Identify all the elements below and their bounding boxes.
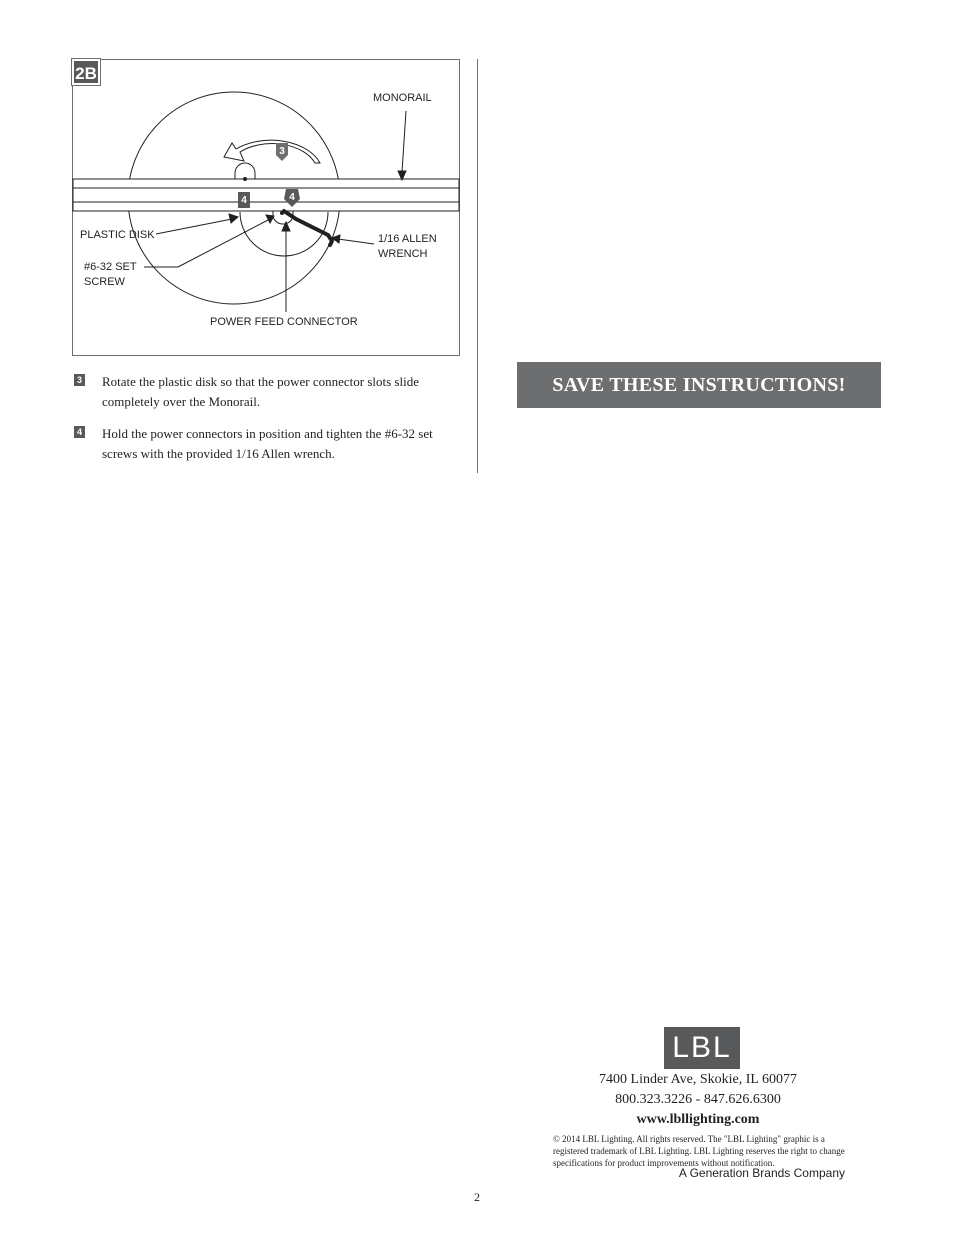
callout-3-label: 3	[279, 146, 285, 157]
power-feed-connector-label: POWER FEED CONNECTOR	[210, 316, 358, 328]
allen-wrench-label: 1/16 ALLEN WRENCH	[378, 233, 437, 260]
figure-tag: 2B	[72, 59, 100, 85]
phone-numbers: 800.323.3226 - 847.626.6300	[615, 1092, 781, 1107]
page-number: 2	[474, 1190, 480, 1204]
callout-3-icon	[276, 143, 288, 161]
company-tagline: A Generation Brands Company	[678, 1166, 845, 1180]
step-3-badge: 3	[74, 374, 85, 386]
plastic-disk-label: PLASTIC DISK	[80, 229, 155, 241]
rotation-arrow-icon	[224, 140, 320, 163]
monorail-label: MONORAIL	[373, 92, 432, 104]
step-4-text: Hold the power connectors in position and tighten the #6-32 set screws with the provided 1/16 Allen wrench.	[102, 426, 433, 461]
power-connector-top	[235, 163, 255, 179]
monorail-rail	[73, 179, 459, 211]
step-4	[74, 424, 464, 468]
callout-4-right-label: 4	[289, 192, 295, 203]
step-4-badge: 4	[74, 426, 85, 438]
step-3-text: Rotate the plastic disk so that the power connector slots slide completely over the Monorail.	[102, 374, 419, 409]
legal-notice: © 2014 LBL Lighting. All rights reserved. The "LBL Lighting" graphic is a registered trademark of LBL Lighting. LBL Lighting reserves the right to change specifications for product improvements without notification.	[553, 1134, 845, 1168]
address: 7400 Linder Ave, Skokie, IL 60077	[599, 1072, 797, 1087]
save-instructions-banner: SAVE THESE INSTRUCTIONS!	[517, 362, 881, 408]
column-divider	[477, 59, 478, 473]
lbl-logo: LBL	[664, 1027, 740, 1069]
callout-4-left-icon	[238, 192, 250, 208]
step-3	[74, 372, 464, 416]
set-screw-label: #6-32 SET SCREW	[84, 261, 137, 288]
callout-4-left-label: 4	[241, 195, 247, 206]
website-link[interactable]: www.lbllighting.com	[636, 1112, 760, 1127]
